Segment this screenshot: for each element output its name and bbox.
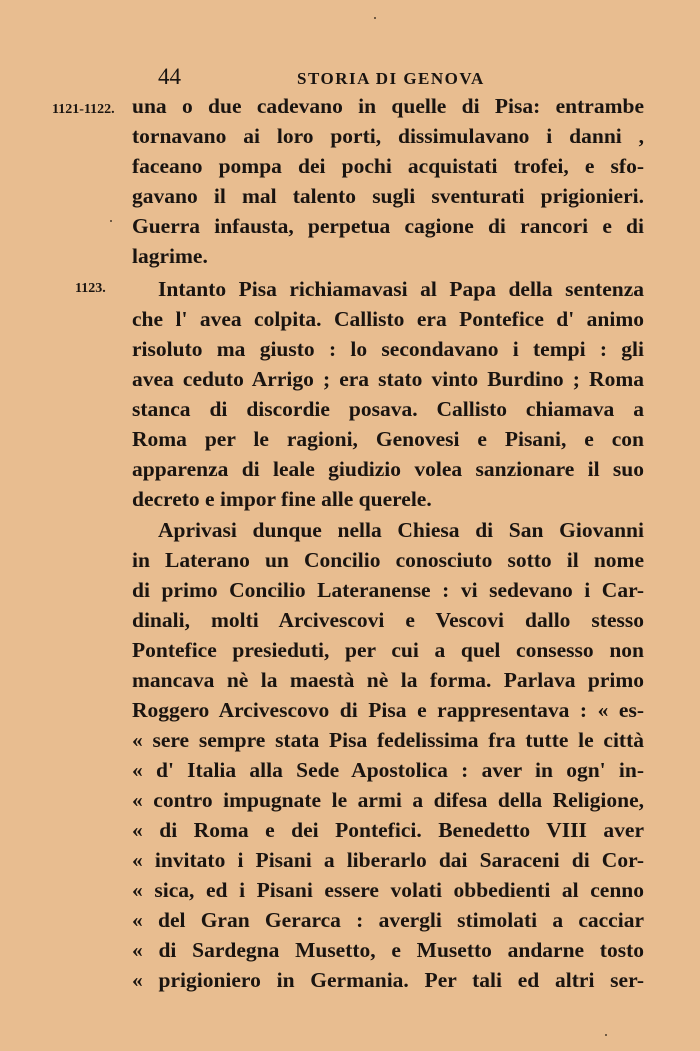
text-line: « di Sardegna Musetto, e Musetto andarne tosto [132,938,644,962]
text-line: mancava nè la maestà nè la forma. Parlava primo [132,668,644,692]
paper-speck [605,1034,607,1036]
text-line: Aprivasi dunque nella Chiesa di San Giovanni [158,518,644,542]
text-line: « sere sempre stata Pisa fedelissima fra tutte le città [132,728,644,752]
text-line: « di Roma e dei Pontefici. Benedetto VIII aver [132,818,644,842]
page-number: 44 [158,64,181,89]
text-line: « d' Italia alla Sede Apostolica : aver in ogn' in- [132,758,644,782]
text-line: Intanto Pisa richiamavasi al Papa della sentenza [158,277,644,301]
text-line: che l' avea colpita. Callisto era Pontefice d' animo [132,307,644,331]
text-line: decreto e impor fine alle querele. [132,487,432,511]
paper-speck [110,220,112,222]
text-line: gavano il mal talento sugli sventurati prigionieri. [132,184,644,208]
text-line: Roggero Arcivescovo di Pisa e rappresentava : « es- [132,698,644,722]
text-line: « invitato i Pisani a liberarlo dai Saraceni di Cor- [132,848,644,872]
text-line: Pontefice presieduti, per cui a quel consesso non [132,638,644,662]
text-line: « contro impugnate le armi a difesa della Religione, [132,788,644,812]
text-line: di primo Concilio Lateranense : vi sedevano i Car- [132,578,644,602]
text-line: « sica, ed i Pisani essere volati obbedienti al cenno [132,878,644,902]
margin-date-note: 1123. [75,281,106,296]
text-line: « del Gran Gerarca : avergli stimolati a cacciar [132,908,644,932]
text-line: tornavano ai loro porti, dissimulavano i danni , [132,124,644,148]
text-line: avea ceduto Arrigo ; era stato vinto Burdino ; Roma [132,367,644,391]
text-line: dinali, molti Arcivescovi e Vescovi dallo stesso [132,608,644,632]
text-line: una o due cadevano in quelle di Pisa: entrambe [132,94,644,118]
text-line: risoluto ma giusto : lo secondavano i tempi : gli [132,337,644,361]
text-line: « prigioniero in Germania. Per tali ed altri ser- [132,968,644,992]
text-line: stanca di discordie posava. Callisto chiamava a [132,397,644,421]
text-line: lagrime. [132,244,208,268]
text-line: in Laterano un Concilio conosciuto sotto il nome [132,548,644,572]
text-line: Guerra infausta, perpetua cagione di rancori e di [132,214,644,238]
text-line: faceano pompa dei pochi acquistati trofei, e sfo- [132,154,644,178]
text-line: Roma per le ragioni, Genovesi e Pisani, e con [132,427,644,451]
text-line: apparenza di leale giudizio volea sanzionare il suo [132,457,644,481]
paper-speck [374,17,376,19]
running-head: STORIA DI GENOVA [297,69,485,88]
margin-date-note: 1121-1122. [52,102,115,117]
